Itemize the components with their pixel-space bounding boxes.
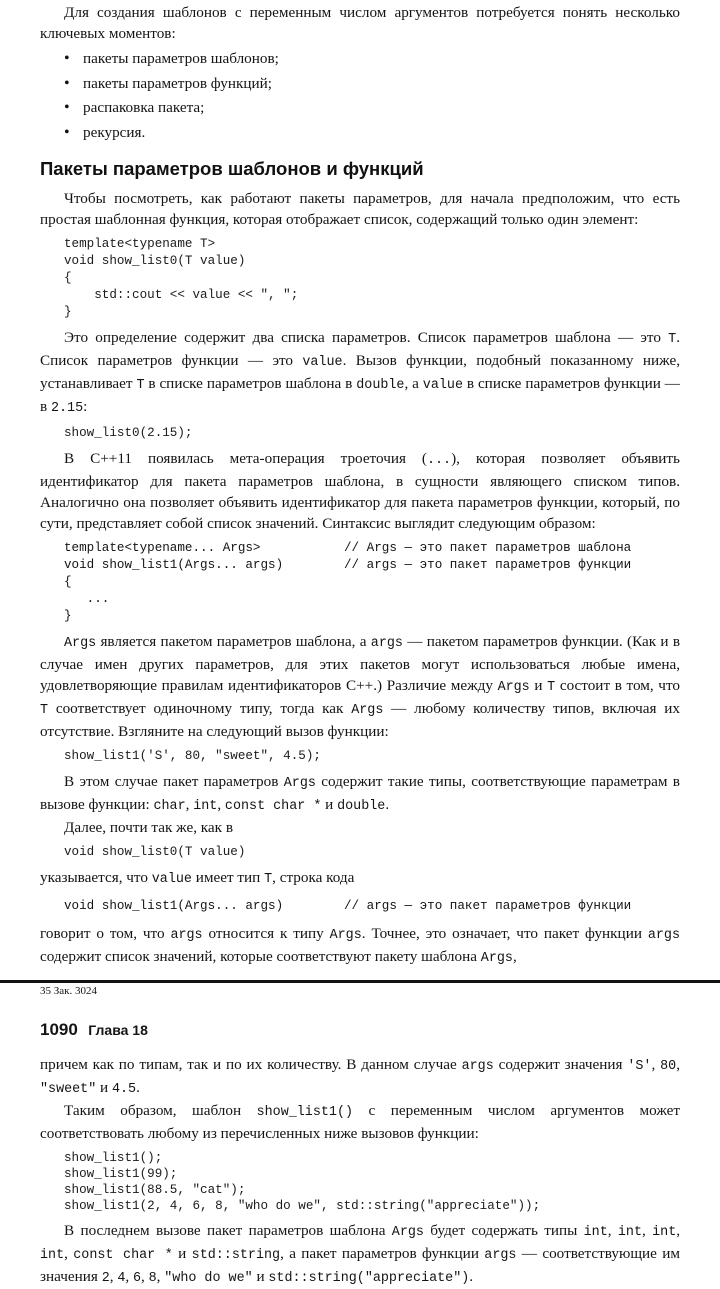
paragraph: Чтобы посмотреть, как работают пакеты параметров, для начала предположим, что есть простая шаблонная функция, которая отображает список, содержащий только один элемент:: [40, 190, 680, 228]
paragraph: В последнем вызове пакет параметров шаблона Args будет содержать типы int, int, int, int, const char * и std::string, а пакет параметров функции args — соответствующие им значения 2, 4, 6, 8, "who do we" и std::string("appreciate").: [40, 1222, 681, 1286]
key-points-list: [40, 47, 680, 145]
paragraph: В C++11 появилась мета-операция троеточия (...), которая позволяет объявить идентификатор для пакета параметров шаблона, в сущности являющего списком типов. Аналогично она позволяет объявить идентификатор для пакета параметров функции, который, по сути, представляет собой список значений. Синтаксис выглядит следующим образом:: [40, 450, 680, 532]
code-block: show_list1('S', 80, "sweet", 4.5);: [64, 749, 321, 763]
intro-paragraph: Для создания шаблонов с переменным числом аргументов потребуется понять несколько ключевых моментов:: [40, 4, 680, 42]
page-number: 1090: [40, 1020, 78, 1039]
code-block: [64, 898, 680, 915]
paragraph: Args является пакетом параметров шаблона, а args — пакетом параметров функции. (Как и в случае имен других параметров, для этих пакетов могут использоваться любые имена, удовлетворяющие правилам идентификаторов C++.) Различие между Args и T состоит в том, что T соответствует одиночному типу, тогда как Args — любому количеству типов, включая их отсутствие. Взгляните на следующий вызов функции:: [40, 633, 680, 740]
code-line: }: [64, 609, 72, 623]
code-block: show_list1(); show_list1(99); show_list1(88.5, "cat"); show_list1(2, 4, 6, 8, "who do we", std::string("appreciate"));: [64, 1151, 541, 1213]
list-item: • рекурсия.: [64, 121, 680, 146]
code-line: void show_list1(Args... args) // args — это пакет параметров функции: [64, 899, 632, 913]
book-page-bottom: [40, 1000, 680, 1289]
paragraph: указывается, что value имеет тип T, строка кода: [40, 869, 355, 887]
book-page-top: [40, 2, 680, 997]
list-item: • распаковка пакета;: [64, 96, 680, 121]
paragraph: говорит о том, что args относится к типу Args. Точнее, это означает, что пакет функции args содержит список значений, которые соответствуют пакету шаблона Args,: [40, 925, 680, 966]
code-line: template<typename... Args> // Args — это пакет параметров шаблона: [64, 541, 632, 555]
chapter-label: Глава 18: [88, 1022, 148, 1038]
paragraph: Таким образом, шаблон show_list1() с переменным числом аргументов может соответствовать любому из перечисленных ниже вызовов функции:: [40, 1102, 680, 1142]
paragraph: причем как по типам, так и по их количеству. В данном случае args содержит значения 'S', 80, "sweet" и 4.5.: [40, 1056, 680, 1097]
code-line: {: [64, 575, 72, 589]
paragraph: В этом случае пакет параметров Args содержит такие типы, соответствующие параметрам в вызове функции: char, int, const char * и double.: [40, 773, 680, 814]
list-item: • пакеты параметров функций;: [64, 72, 680, 97]
code-block: [64, 540, 680, 625]
list-item: • пакеты параметров шаблонов;: [64, 47, 680, 72]
page-divider: [0, 980, 720, 983]
code-block: template<typename T> void show_list0(T value) { std::cout << value << ", "; }: [64, 237, 299, 319]
printer-signature: 35 Зак. 3024: [40, 985, 97, 997]
section-heading: Пакеты параметров шаблонов и функций: [40, 158, 424, 179]
page-header: [40, 1020, 680, 1040]
paragraph: Это определение содержит два списка параметров. Список параметров шаблона — это T. Список параметров функции — это value. Вызов функции, подобный показанному ниже, устанавливает T в списке параметров шаблона в double, а value в списке параметров функции — в 2.15:: [40, 329, 680, 416]
code-line: void show_list1(Args... args) // args — это пакет параметров функции: [64, 558, 632, 572]
code-line: ...: [64, 592, 110, 606]
code-block: void show_list0(T value): [64, 845, 246, 859]
paragraph: Далее, почти так же, как в: [64, 819, 234, 836]
code-block: show_list0(2.15);: [64, 426, 193, 440]
